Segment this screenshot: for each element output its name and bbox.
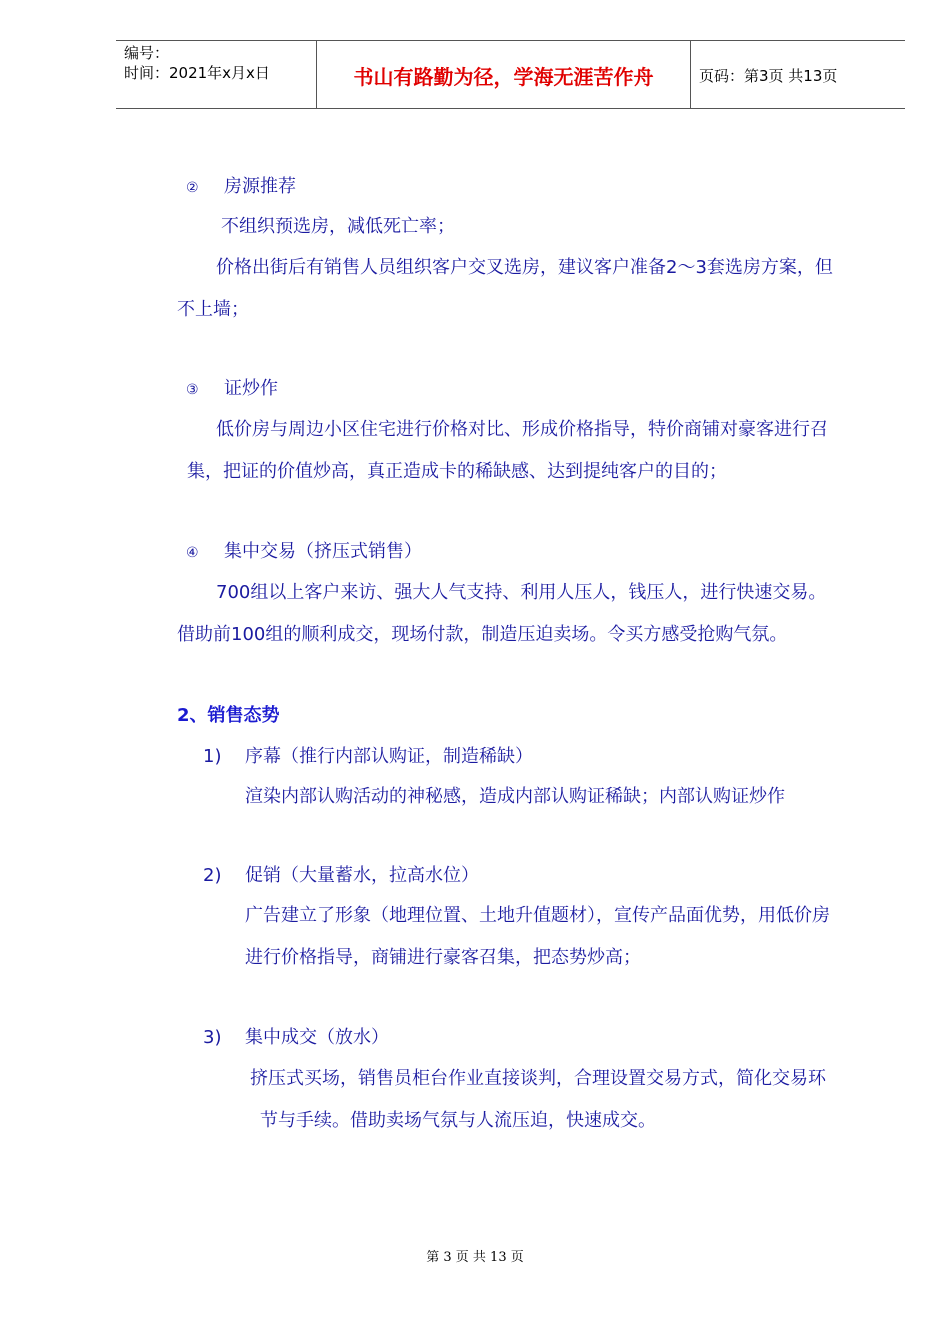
paragraph-line: 广告建立了形象（地理位置、土地升值题材），宣传产品面优势，用低价房: [245, 905, 830, 926]
paragraph-line: 不上墙；: [177, 299, 249, 320]
section-heading: [186, 377, 278, 402]
subsection-heading: 2、销售态势: [177, 705, 280, 726]
section-title: 证炒作: [224, 378, 278, 399]
list-item-title: 序幕（推行内部认购证，制造稀缺）: [245, 746, 533, 767]
page-footer: 第 3 页 共 13 页: [426, 1250, 524, 1265]
section-title: 房源推荐: [224, 176, 296, 197]
header-motto: 书山有路勤为径，学海无涯苦作舟: [353, 65, 654, 89]
paragraph-line: 集，把证的价值炒高，真正造成卡的稀缺感、达到提纯客户的目的；: [187, 461, 727, 482]
paragraph-line: 渲染内部认购活动的神秘感，造成内部认购证稀缺；内部认购证炒作: [245, 786, 785, 807]
paragraph-line: 不组织预选房，减低死亡率；: [221, 216, 455, 237]
list-item-number: 1): [203, 746, 222, 767]
paragraph-line: 进行价格指导，商铺进行豪客召集，把态势炒高；: [245, 947, 641, 968]
section-heading: [186, 540, 422, 565]
paragraph-line: 700组以上客户来访、强大人气支持、利用人压人，钱压人，进行快速交易。: [216, 582, 827, 603]
section-title: 集中交易（挤压式销售）: [224, 541, 422, 562]
list-item-heading: [203, 864, 479, 888]
document-time-label: 时间：2021年x月x日: [124, 64, 270, 82]
paragraph-line: 借助前100组的顺利成交，现场付款，制造压迫卖场。令买方感受抢购气氛。: [177, 624, 788, 645]
list-item-title: 促销（大量蓄水，拉高水位）: [245, 865, 479, 886]
paragraph-line: 挤压式买场，销售员柜台作业直接谈判，合理设置交易方式，简化交易环: [250, 1068, 826, 1089]
section-heading: [186, 175, 296, 200]
section-number: ④: [186, 545, 199, 561]
section-number: ③: [186, 382, 199, 398]
header-motto-cell: [316, 41, 691, 108]
header-page-info: 页码：第3页 共13页: [699, 67, 838, 85]
list-item-title: 集中成交（放水）: [245, 1027, 389, 1048]
paragraph-line: 价格出街后有销售人员组织客户交叉选房，建议客户准备2～3套选房方案，但: [216, 257, 833, 278]
paragraph-line: 低价房与周边小区住宅进行价格对比、形成价格指导，特价商铺对豪客进行召: [216, 419, 828, 440]
page-header: [116, 40, 905, 109]
list-item-number: 3): [203, 1027, 222, 1048]
section-number: ②: [186, 180, 199, 196]
paragraph-line: 节与手续。借助卖场气氛与人流压迫，快速成交。: [260, 1110, 656, 1131]
list-item-number: 2): [203, 865, 222, 886]
header-meta: [116, 41, 316, 108]
list-item-heading: [203, 745, 533, 769]
document-number-label: 编号：: [124, 44, 170, 62]
header-page-cell: [691, 41, 905, 108]
list-item-heading: [203, 1026, 389, 1050]
